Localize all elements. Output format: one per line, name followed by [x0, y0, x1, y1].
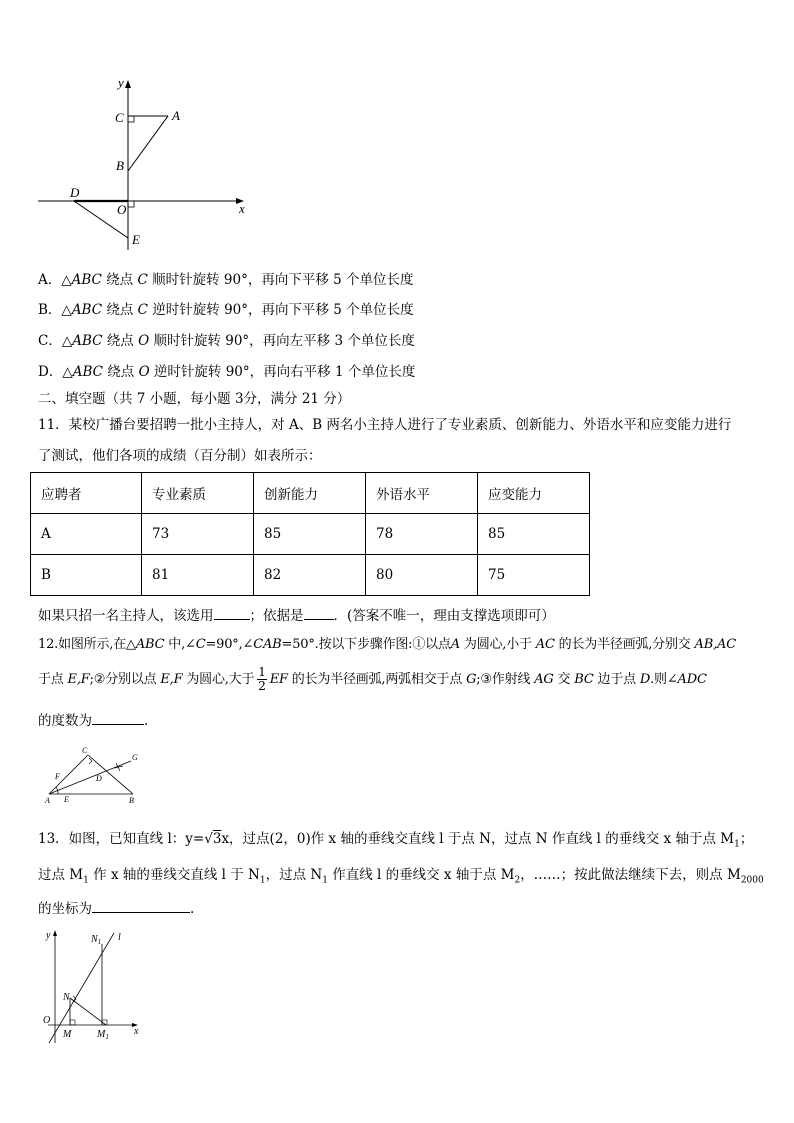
table-cell: 78 — [366, 514, 478, 555]
table-cell: 85 — [254, 514, 366, 555]
table-header: 专业素质 — [142, 473, 254, 514]
answer-blank[interactable] — [92, 898, 190, 913]
table-header: 应聘者 — [31, 473, 142, 514]
answer-blank[interactable] — [214, 605, 250, 620]
label-y: y — [118, 75, 124, 90]
svg-text:M1: $M_1$ — [97, 1029, 109, 1041]
sqrt-sign: √ — [204, 831, 213, 847]
option-d[interactable]: D．△ABC 绕点 O 逆时针旋转 90°，再向右平移 1 个单位长度 — [38, 364, 416, 380]
svg-text:x: x — [134, 1026, 139, 1037]
figure-coordinate-rotation — [30, 70, 260, 255]
option-a[interactable]: A．△ABC 绕点 C 顺时针旋转 90°，再向下平移 5 个单位长度 — [38, 272, 414, 288]
table-cell: 82 — [254, 555, 366, 596]
figure-line-perpendiculars — [38, 925, 153, 1050]
q11-answer-line: 如果只招一名主持人，该选用 ；依据是 ．(答案不唯一，理由支撑选项即可） — [38, 605, 555, 625]
svg-text:G: G — [132, 753, 138, 762]
q12-line3: 的度数为 . — [38, 710, 148, 730]
label-D: D — [70, 185, 80, 200]
answer-blank[interactable] — [304, 605, 334, 620]
table-row — [31, 555, 590, 596]
table-header: 应变能力 — [478, 473, 590, 514]
label-E: E — [132, 232, 140, 247]
svg-text:A: A — [45, 796, 50, 805]
q13-line3: 的坐标为 . — [38, 898, 194, 918]
svg-text:l: l — [118, 932, 121, 943]
svg-text:B: B — [129, 796, 134, 805]
right-angle-O — [128, 201, 134, 207]
option-c[interactable]: C．△ABC 绕点 O 顺时针旋转 90°，再向左平移 3 个单位长度 — [38, 333, 415, 349]
label-x: x — [239, 201, 245, 216]
table-cell: 80 — [366, 555, 478, 596]
svg-text:N1: $N_1$ — [91, 934, 102, 946]
svg-text:y: y — [46, 930, 51, 941]
svg-text:O: O — [43, 1015, 51, 1026]
svg-text:E: E — [64, 795, 69, 804]
label-B: B — [116, 158, 124, 173]
q11-line2: 了测试，他们各项的成绩（百分制）如表所示： — [38, 448, 322, 464]
fraction-half: $\frac{1}{2}$ — [258, 665, 266, 693]
svg-text:C: C — [82, 746, 88, 755]
q12-line1: 12.如图所示,在△ABC 中,∠C=90°,∠CAB=50°.按以下步骤作图:①以点A 为圆心,小于 AC 的长为半径画弧,分别交 AB,AC — [38, 637, 736, 652]
table-cell: A — [31, 514, 142, 555]
score-table — [30, 472, 590, 596]
table-cell: 75 — [478, 555, 590, 596]
svg-text:M: M — [63, 1029, 72, 1040]
q11-line1: 11．某校广播台要招聘一批小主持人，对 A、B 两名小主持人进行了专业素质、创新能力、外语水平和应变能力进行 — [38, 417, 732, 433]
option-b[interactable]: B．△ABC 绕点 C 逆时针旋转 90°，再向下平移 5 个单位长度 — [38, 302, 414, 318]
label-O: O — [117, 202, 127, 217]
svg-text:N: N — [63, 992, 70, 1003]
table-cell: B — [31, 555, 142, 596]
y-axis-arrow — [125, 80, 131, 88]
label-A: A — [172, 108, 180, 123]
table-row — [31, 514, 590, 555]
q13-line1: 13．如图，已知直线 l：y=√3x，过点(2，0)作 x 轴的垂线交直线 l 于点 N，过点 N 作直线 l 的垂线交 x 轴于点 $M_1$； — [38, 831, 754, 850]
table-header: 外语水平 — [366, 473, 478, 514]
q13-line2: 过点 $M_1$ 作 x 轴的垂线交直线 l 于 $N_1$，过点 $N_1$ 作直线 l 的垂线交 x 轴于点 $M_2$，……；按此做法继续下去，则点 $M_{2000}$ — [38, 867, 764, 886]
table-cell: 73 — [142, 514, 254, 555]
table-cell: 81 — [142, 555, 254, 596]
q12-line2: 于点 E,F;②分别以点 E,F 为圆心,大于 $\frac{1}{2}$ EF 的长为半径画弧,两弧相交于点 G;③作射线 AG 交 BC 边于点 D.则∠ADC — [38, 665, 707, 693]
label-C: C — [115, 110, 124, 125]
right-angle-C — [128, 116, 134, 122]
svg-text:F: F — [55, 772, 60, 781]
table-header: 创新能力 — [254, 473, 366, 514]
svg-text:D: D — [96, 774, 102, 783]
table-header-row — [31, 473, 590, 514]
answer-blank[interactable] — [92, 710, 144, 725]
section-title: 二、填空题（共 7 小题，每小题 3分，满分 21 分） — [38, 391, 351, 407]
table-cell: 85 — [478, 514, 590, 555]
figure-triangle-construction — [40, 742, 150, 806]
segment-AB — [128, 116, 168, 171]
